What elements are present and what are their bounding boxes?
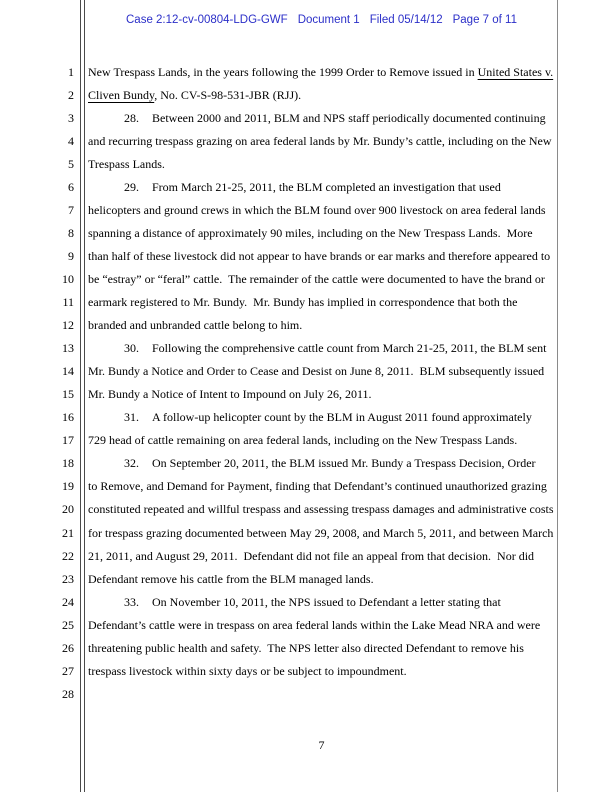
document-line xyxy=(0,456,612,479)
line-number: 20 xyxy=(62,502,74,517)
document-line xyxy=(0,479,612,502)
document-line xyxy=(0,157,612,180)
text-segment: threatening public health and safety. The NPS letter also directed Defendant to remove his xyxy=(88,640,524,655)
line-text xyxy=(88,203,546,218)
document-line xyxy=(0,387,612,410)
line-text xyxy=(88,134,552,149)
document-line xyxy=(0,88,612,111)
document-line xyxy=(0,341,612,364)
line-number: 15 xyxy=(62,387,74,402)
line-number: 11 xyxy=(62,295,74,309)
line-number: 26 xyxy=(62,640,74,655)
document-line xyxy=(0,295,612,318)
text-segment: to Remove, and Demand for Payment, finding that Defendant’s continued unauthorized grazing xyxy=(88,479,547,494)
line-text xyxy=(88,456,536,471)
document-line xyxy=(0,249,612,272)
case-header-segment-2: Filed 05/14/12 xyxy=(369,14,443,26)
line-text xyxy=(88,387,372,402)
line-number: 28 xyxy=(62,686,74,701)
line-number: 2 xyxy=(68,87,74,102)
document-line xyxy=(0,618,612,641)
line-text xyxy=(88,641,524,656)
text-segment: New Trespass Lands, in the years following the 1999 Order to Remove issued in xyxy=(88,64,478,79)
text-segment: 29. xyxy=(124,179,139,194)
document-line xyxy=(0,502,612,525)
line-number: 9 xyxy=(68,248,74,263)
document-line xyxy=(0,687,612,710)
line-number: 10 xyxy=(62,271,74,286)
document-line xyxy=(0,572,612,595)
line-text xyxy=(88,65,553,80)
line-text xyxy=(88,157,165,172)
line-text xyxy=(88,341,546,356)
line-number: 18 xyxy=(62,456,74,471)
case-header-segment-0: Case 2:12-cv-00804-LDG-GWF xyxy=(126,14,288,26)
tab-gap xyxy=(139,121,152,122)
text-segment: 729 head of cattle remaining on area federal lands, including on the New Trespass Lands. xyxy=(88,433,518,448)
text-segment: spanning a distance of approximately 90 miles, including on the New Trespass Lands. More xyxy=(88,225,533,240)
document-line xyxy=(0,364,612,387)
line-number: 13 xyxy=(62,341,74,356)
line-text xyxy=(88,479,547,494)
line-number: 21 xyxy=(62,525,74,540)
document-line xyxy=(0,134,612,157)
line-text xyxy=(88,226,533,241)
line-number: 27 xyxy=(62,663,74,678)
line-text xyxy=(88,526,553,541)
document-line xyxy=(0,526,612,549)
text-segment: and recurring trespass grazing on area federal lands by Mr. Bundy’s cattle, including on the New xyxy=(88,133,552,148)
case-header-segment-3: Page 7 of 11 xyxy=(452,14,517,26)
line-text xyxy=(88,364,544,379)
document-line xyxy=(0,180,612,203)
underlined-case-citation: United States v. xyxy=(477,64,554,79)
text-segment: Defendant’s cattle were in trespass on area federal lands within the Lake Mead NRA and were xyxy=(88,617,541,632)
document-line xyxy=(0,318,612,341)
line-text xyxy=(88,595,501,610)
line-number: 25 xyxy=(62,617,74,632)
text-segment: branded and unbranded cattle belong to him. xyxy=(88,318,303,333)
case-header-segment-1: Document 1 xyxy=(297,14,360,26)
tab-gap xyxy=(139,420,152,421)
text-segment: A follow-up helicopter count by the BLM in August 2011 found approximately xyxy=(152,410,532,425)
text-segment: 28. xyxy=(124,110,139,125)
document-line xyxy=(0,111,612,134)
line-text xyxy=(88,249,550,264)
line-text xyxy=(88,433,517,448)
line-number: 22 xyxy=(62,548,74,563)
line-text xyxy=(88,88,301,103)
page-number: 7 xyxy=(318,738,325,752)
text-segment: Mr. Bundy a Notice and Order to Cease and Desist on June 8, 2011. BLM subsequently issued xyxy=(88,364,545,379)
document-line xyxy=(0,203,612,226)
document-line xyxy=(0,65,612,88)
text-segment: earmark registered to Mr. Bundy. Mr. Bundy has implied in correspondence that both the xyxy=(88,295,518,309)
line-number: 4 xyxy=(68,133,74,148)
line-number: 8 xyxy=(68,225,74,240)
line-text xyxy=(88,572,374,587)
tab-gap xyxy=(139,190,152,191)
tab-gap xyxy=(139,605,152,606)
text-segment: , No. CV-S-98-531-JBR (RJJ). xyxy=(154,87,302,102)
text-segment: On September 20, 2011, the BLM issued Mr. Bundy a Trespass Decision, Order xyxy=(152,456,536,471)
document-line xyxy=(0,549,612,572)
underlined-case-citation: Cliven Bundy xyxy=(88,87,155,102)
text-segment: Defendant remove his cattle from the BLM managed lands. xyxy=(88,571,374,586)
line-number: 7 xyxy=(68,202,74,217)
line-text xyxy=(88,272,545,287)
text-segment: constituted repeated and willful trespass and assessing trespass damages and administrative costs xyxy=(88,502,554,517)
tab-gap xyxy=(139,466,152,467)
tab-gap xyxy=(139,351,152,352)
line-number: 3 xyxy=(68,110,74,125)
line-text xyxy=(88,549,534,564)
text-segment: 21, 2011, and August 29, 2011. Defendant did not file an appeal from that decision. Nor did xyxy=(88,548,535,563)
line-text xyxy=(88,664,407,679)
line-number: 23 xyxy=(62,571,74,586)
line-number: 5 xyxy=(68,156,74,171)
line-number: 17 xyxy=(62,433,74,448)
line-number: 12 xyxy=(62,318,74,333)
text-segment: 33. xyxy=(124,594,139,609)
line-text xyxy=(88,618,540,633)
text-segment: On November 10, 2011, the NPS issued to Defendant a letter stating that xyxy=(152,594,501,609)
text-segment: Mr. Bundy a Notice of Intent to Impound on July 26, 2011. xyxy=(88,387,372,402)
text-segment: be “estray” or “feral” cattle. The remainder of the cattle were documented to have the brand or xyxy=(88,271,545,286)
line-number: 6 xyxy=(68,179,74,194)
text-segment: 31. xyxy=(124,410,139,425)
line-number: 1 xyxy=(68,64,74,79)
document-line xyxy=(0,664,612,687)
text-segment: than half of these livestock did not appear to have brands or ear marks and therefore appeared to xyxy=(88,248,551,263)
text-segment: 30. xyxy=(124,341,139,356)
line-text xyxy=(88,295,517,310)
line-number: 19 xyxy=(62,479,74,494)
text-segment: From March 21-25, 2011, the BLM completed an investigation that used xyxy=(152,179,501,194)
line-text xyxy=(88,180,501,195)
text-segment: Following the comprehensive cattle count from March 21-25, 2011, the BLM sent xyxy=(152,341,547,356)
document-line xyxy=(0,595,612,618)
text-segment: for trespass grazing documented between May 29, 2008, and March 5, 2011, and between March xyxy=(88,525,554,540)
text-segment: trespass livestock within sixty days or be subject to impoundment. xyxy=(88,663,407,678)
document-line xyxy=(0,433,612,456)
line-number: 16 xyxy=(62,410,74,425)
line-number: 14 xyxy=(62,364,74,379)
line-text xyxy=(88,502,554,517)
document-line xyxy=(0,641,612,664)
text-segment: helicopters and ground crews in which the BLM found over 900 livestock on area federal lands xyxy=(88,202,546,217)
line-text xyxy=(88,318,302,333)
text-segment: Trespass Lands. xyxy=(88,156,165,171)
line-text xyxy=(88,410,532,425)
document-line xyxy=(0,410,612,433)
document-line xyxy=(0,226,612,249)
text-segment: 32. xyxy=(124,456,139,471)
text-segment: Between 2000 and 2011, BLM and NPS staff periodically documented continuing xyxy=(152,110,546,125)
line-number: 24 xyxy=(62,594,74,609)
document-line xyxy=(0,272,612,295)
line-text xyxy=(88,111,546,126)
